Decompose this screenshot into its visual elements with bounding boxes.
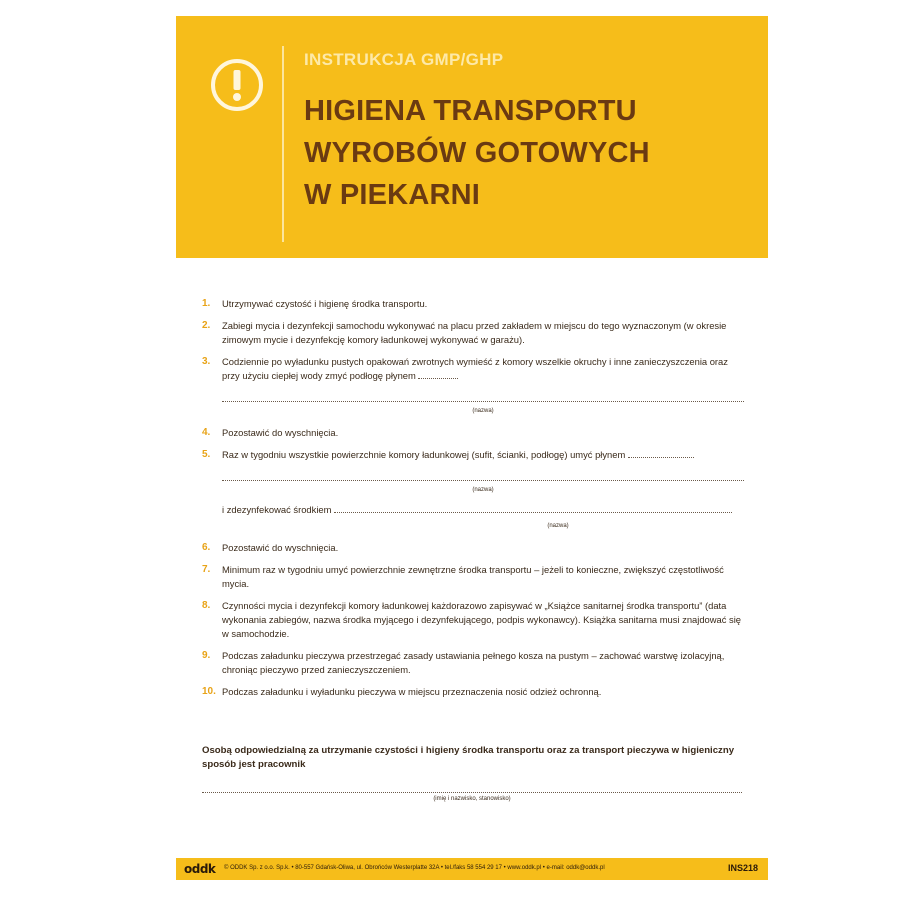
footer-bar bbox=[176, 858, 768, 880]
field-caption: (nazwa) bbox=[472, 408, 494, 414]
document-code: INS218 bbox=[727, 863, 758, 873]
document-subtitle: INSTRUKCJA GMP/GHP bbox=[304, 50, 504, 69]
warning-exclamation-icon bbox=[210, 58, 264, 112]
item-number: 2. bbox=[202, 320, 211, 331]
list-item bbox=[202, 319, 744, 347]
instruction-sheet bbox=[176, 16, 768, 888]
item-text: i zdezynfekować środkiem bbox=[222, 504, 332, 515]
item-text: Codziennie po wyładunku pustych opakowań zwrotnych wymieść z komory wszelkie okruchy i inne zanieczyszczenia oraz przy użyciu ciepłej wody zmyć podłogę płynem bbox=[222, 356, 728, 381]
item-text: Zabiegi mycia i dezynfekcji samochodu wykonywać na placu przed zakładem w miejscu do tego wyznaczonym (w okresie zimowym mycie i dezynfekcję komory ładunkowej wykonywać w garażu). bbox=[222, 320, 727, 345]
header-divider bbox=[282, 46, 284, 242]
item-text: Raz w tygodniu wszystkie powierzchnie komory ładunkowej (sufit, ścianki, podłogę) umyć płynem bbox=[222, 449, 626, 460]
footer-contact: © ODDK Sp. z o.o. Sp.k. • 80-557 Gdańsk-Oliwa, ul. Obrońców Westerplatte 32A • tel./faks 58 554 29 17 • www.oddk.pl • e-mail: oddk@oddk.pl bbox=[224, 865, 605, 871]
list-item bbox=[202, 297, 744, 311]
fill-in-line[interactable] bbox=[222, 389, 744, 402]
list-item bbox=[202, 685, 744, 699]
oddk-logo: oddk bbox=[184, 862, 216, 876]
item-text: Pozostawić do wyschnięcia. bbox=[222, 542, 339, 553]
responsible-person-text: Osobą odpowiedzialną za utrzymanie czystości i higieny środka transportu oraz za transport pieczywa w higieniczny sposób jest pracownik bbox=[202, 745, 735, 770]
item-number: 5. bbox=[202, 449, 211, 460]
list-item bbox=[202, 426, 744, 440]
item-number: 1. bbox=[202, 298, 211, 309]
item-number: 4. bbox=[202, 427, 211, 438]
item-number: 3. bbox=[202, 356, 211, 367]
item-text: Minimum raz w tygodniu umyć powierzchnie zewnętrzne środka transportu – jeżeli to konieczne, zwiększyć częstotliwość mycia. bbox=[222, 564, 724, 589]
item-number: 7. bbox=[202, 564, 211, 575]
document-title: HIGIENA TRANSPORTU WYROBÓW GOTOWYCH W PIEKARNI bbox=[304, 95, 650, 211]
item-number: 9. bbox=[202, 650, 211, 661]
fill-in-line[interactable] bbox=[222, 468, 744, 481]
list-item bbox=[202, 355, 744, 418]
item-text: Podczas załadunku pieczywa przestrzegać zasady ustawiania pełnego kosza na pustym – zachować warstwę izolacyjną, chroniąc pieczywo przed zanieczyszczeniem. bbox=[222, 650, 725, 675]
responsible-person-field[interactable] bbox=[202, 790, 742, 793]
list-item bbox=[202, 563, 744, 591]
list-item bbox=[202, 599, 744, 641]
fill-in-line[interactable] bbox=[628, 457, 694, 458]
instruction-list bbox=[202, 297, 744, 707]
fill-in-line[interactable] bbox=[334, 512, 732, 513]
field-caption: (nazwa) bbox=[472, 487, 494, 493]
item-text: Czynności mycia i dezynfekcji komory ładunkowej każdorazowo zapisywać w „Książce sanitarnej środka transportu” (data wykonania zabiegów, nazwa środka myjącego i dezynfekującego, podpis wykonawcy). Książka sanitarna musi znajdować się w samochodzie. bbox=[222, 600, 742, 639]
item-text: Podczas załadunku i wyładunku pieczywa w miejscu przeznaczenia nosić odzież ochronną. bbox=[222, 686, 602, 697]
item-text: Utrzymywać czystość i higienę środka transportu. bbox=[222, 298, 428, 309]
item-number: 8. bbox=[202, 600, 211, 611]
field-caption: (imię i nazwisko, stanowisko) bbox=[433, 796, 511, 802]
list-item bbox=[202, 448, 744, 533]
item-text: Pozostawić do wyschnięcia. bbox=[222, 427, 339, 438]
item-number: 10. bbox=[202, 686, 216, 697]
fill-in-line[interactable] bbox=[418, 378, 458, 379]
list-item bbox=[202, 541, 744, 555]
field-caption: (nazwa) bbox=[547, 523, 569, 529]
list-item bbox=[202, 649, 744, 677]
header-banner bbox=[176, 16, 768, 258]
item-number: 6. bbox=[202, 542, 211, 553]
